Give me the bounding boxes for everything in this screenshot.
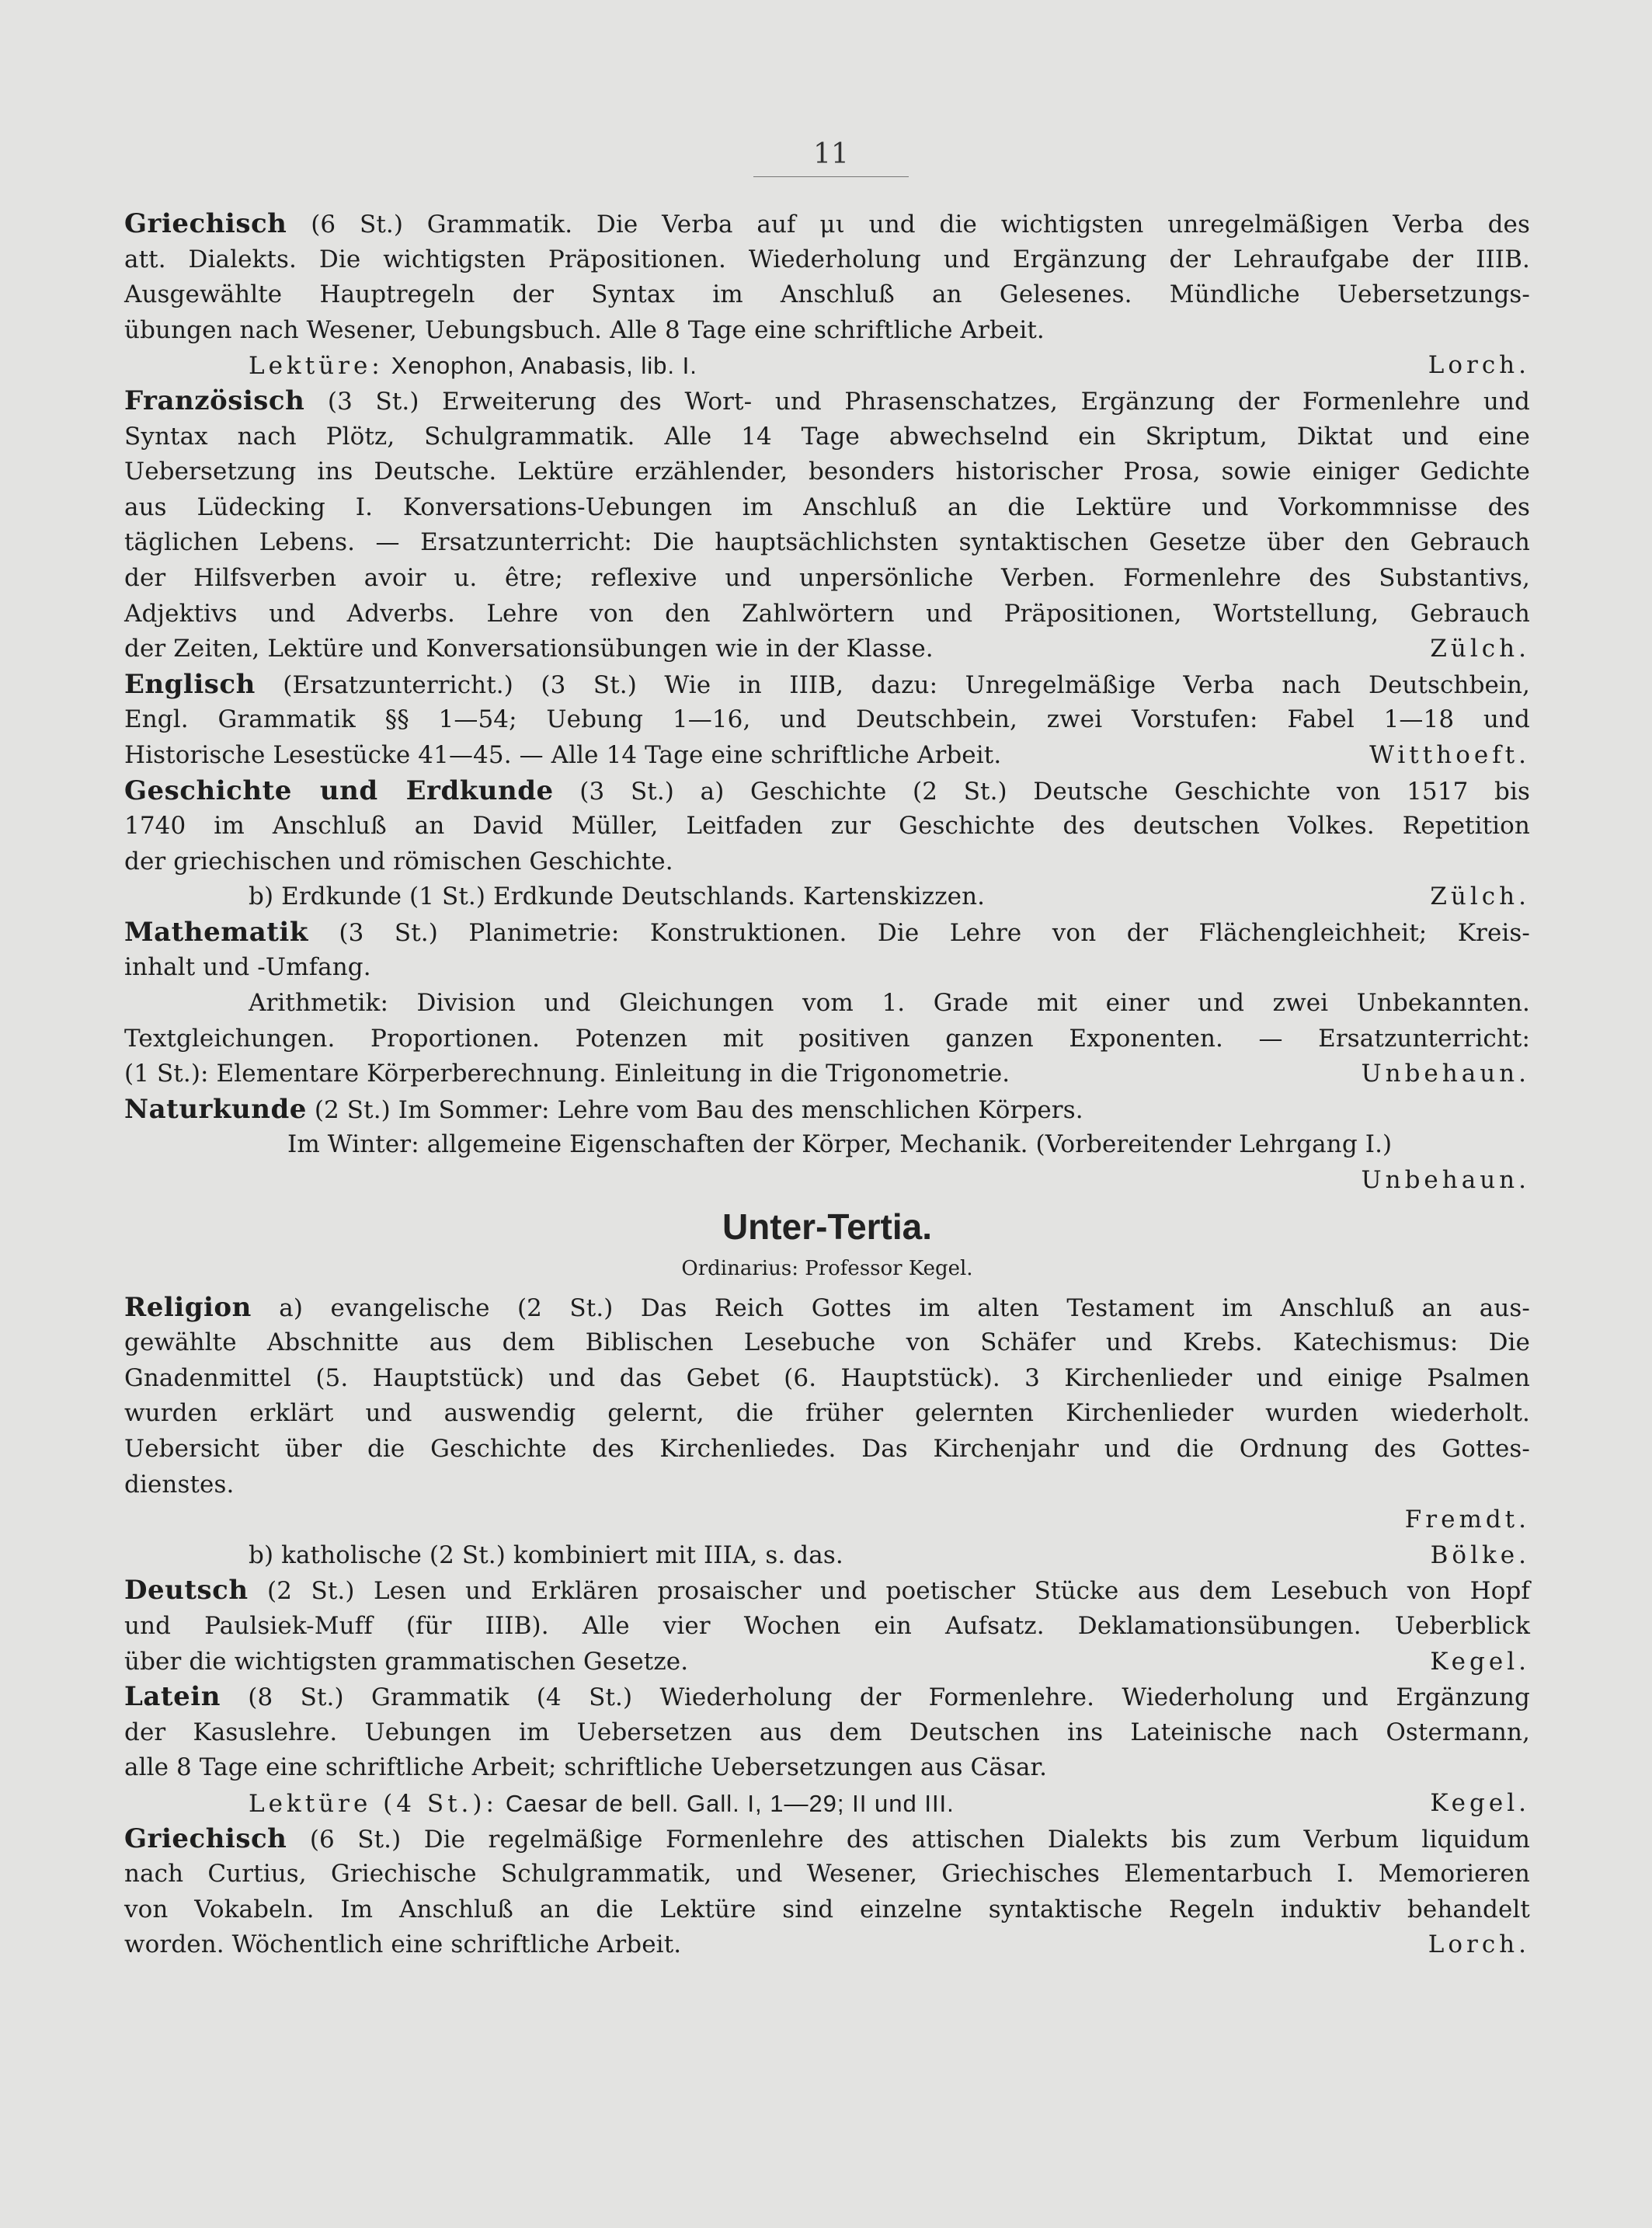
text-line: über die wichtigsten grammatischen Gesetze. Kegel.: [124, 1645, 1530, 1680]
teacher-name: Unbehaun.: [1361, 1060, 1530, 1088]
teacher-name: Fremdt.: [1404, 1506, 1530, 1534]
subject-title: Deutsch: [124, 1575, 249, 1607]
text-line: Englisch (Ersatzunterricht.) (3 St.) Wie in IIIB, dazu: Unregelmäßige Verba nach Deutschbein,: [124, 668, 1530, 700]
teacher-name: Witthoeft.: [1369, 740, 1530, 769]
entry-griechisch-1: [124, 207, 1530, 384]
text-line: b) katholische (2 St.) kombiniert mit IIIA, s. das. Bölke.: [124, 1538, 1530, 1574]
text-line: Arithmetik: Division und Gleichungen vom 1. Grade mit einer und zwei Unbekannten.: [249, 989, 1530, 1018]
text-line: Syntax nach Plötz, Schulgrammatik. Alle 14 Tage abwechselnd ein Skriptum, Diktat und eine: [124, 422, 1530, 451]
text-line: (1 St.): Elementare Körperberechnung. Einleitung in die Trigonometrie. Unbehaun.: [124, 1057, 1530, 1092]
teacher-name: Lorch.: [1428, 1930, 1530, 1959]
entry-mathematik: [124, 915, 1530, 1092]
entry-franzoesisch: [124, 384, 1530, 667]
entry-religion: [124, 1290, 1530, 1574]
text-line: der Zeiten, Lektüre und Konversationsübungen wie in der Klasse. Zülch.: [124, 632, 1530, 667]
text-line: wurden erklärt und auswendig gelernt, die früher gelernten Kirchenlieder wurden wiederholt.: [124, 1399, 1530, 1428]
subject-title: Griechisch: [124, 208, 287, 239]
text-line: att. Dialekts. Die wichtigsten Präpositionen. Wiederholung und Ergänzung der Lehraufgabe der IIIB.: [124, 245, 1530, 273]
teacher-name: Lorch.: [1428, 351, 1530, 380]
teacher-name: Zülch.: [1430, 882, 1530, 911]
teacher-name: Kegel.: [1430, 1647, 1530, 1676]
subject-title: Mathematik: [124, 916, 308, 948]
text-line: und Paulsiek-Muff (für IIIB). Alle vier Wochen ein Aufsatz. Deklamationsübungen. Ueberblick: [124, 1611, 1530, 1640]
text-line: Latein (8 St.) Grammatik (4 St.) Wiederholung der Formenlehre. Wiederholung und Ergänzung: [124, 1681, 1530, 1713]
text-line: Textgleichungen. Proportionen. Potenzen mit positiven ganzen Exponenten. — Ersatzunterricht:: [124, 1024, 1530, 1053]
text-line: gewählte Abschnitte aus dem Biblischen Lesebuche von Schäfer und Krebs. Katechismus: Die: [124, 1328, 1530, 1357]
subject-title: Griechisch: [124, 1822, 287, 1854]
section-heading: Unter-Tertia.: [722, 1206, 933, 1247]
subject-title: Englisch: [124, 668, 256, 700]
text-line: Historische Lesestücke 41—45. — Alle 14 Tage eine schriftliche Arbeit. Witthoeft.: [124, 738, 1530, 774]
subject-title: Religion: [124, 1291, 252, 1323]
ordinarius-line: Ordinarius: Professor Kegel.: [681, 1256, 973, 1280]
text-line: [124, 1163, 1530, 1199]
text-line: der Hilfsverben avoir u. être; reflexive und unpersönliche Verben. Formenlehre des Substantivs,: [124, 563, 1530, 592]
text-line: Mathematik (3 St.) Planimetrie: Konstruktionen. Die Lehre von der Flächengleichheit; Kreis-: [124, 916, 1530, 948]
text-line: Adjektivs und Adverbs. Lehre von den Zahlwörtern und Präpositionen, Wortstellung, Gebrauch: [124, 599, 1530, 628]
subject-title: Geschichte und Erdkunde: [124, 775, 554, 806]
text-line: der griechischen und römischen Geschichte.: [124, 847, 673, 876]
text-line: übungen nach Wesener, Uebungsbuch. Alle 8 Tage eine schriftliche Arbeit.: [124, 315, 1045, 344]
subject-title: Französisch: [124, 385, 305, 416]
text-line: [124, 1502, 1530, 1538]
text-line: Religion a) evangelische (2 St.) Das Reich Gottes im alten Testament im Anschluß an aus-: [124, 1291, 1530, 1323]
teacher-name: Zülch.: [1430, 635, 1530, 663]
text-line: inhalt und -Umfang.: [124, 953, 371, 982]
text-line: worden. Wöchentlich eine schriftliche Arbeit. Lorch.: [124, 1927, 1530, 1963]
header-rule: [753, 176, 909, 177]
text-line: b) Erdkunde (1 St.) Erdkunde Deutschlands. Kartenskizzen. Zülch.: [124, 879, 1530, 915]
subject-title: Naturkunde: [124, 1093, 307, 1125]
text-line: Ausgewählte Hauptregeln der Syntax im Anschluß an Gelesenes. Mündliche Uebersetzungs-: [124, 280, 1530, 309]
text-line: von Vokabeln. Im Anschluß an die Lektüre sind einzelne syntaktische Regeln induktiv behandelt: [124, 1895, 1530, 1923]
entry-deutsch: [124, 1573, 1530, 1680]
teacher-name: Kegel.: [1430, 1788, 1530, 1817]
entry-englisch: [124, 667, 1530, 774]
text-line: Uebersicht über die Geschichte des Kirchenliedes. Das Kirchenjahr und die Ordnung des Gottes-: [124, 1435, 1530, 1463]
entry-naturkunde: [124, 1092, 1530, 1199]
text-line: Im Winter: allgemeine Eigenschaften der Körper, Mechanik. (Vorbereitender Lehrgang I.): [287, 1130, 1393, 1159]
entry-griechisch-2: [124, 1822, 1530, 1963]
page-number: 11: [813, 138, 849, 170]
text-line: Gnadenmittel (5. Hauptstück) und das Gebet (6. Hauptstück). 3 Kirchenlieder und einige Psalmen: [124, 1363, 1530, 1392]
teacher-name: Bölke.: [1430, 1540, 1530, 1569]
text-line: täglichen Lebens. — Ersatzunterricht: Die hauptsächlichsten syntaktischen Gesetze über den Gebrauch: [124, 528, 1530, 557]
entry-latein: [124, 1680, 1530, 1821]
text-line: Engl. Grammatik §§ 1—54; Uebung 1—16, und Deutschbein, zwei Vorstufen: Fabel 1—18 und: [124, 705, 1530, 734]
text-line: Französisch (3 St.) Erweiterung des Wort- und Phrasenschatzes, Ergänzung der Formenlehre und: [124, 385, 1530, 416]
text-line: Lektüre (4 St.): Caesar de bell. Gall. I, 1—29; II und III. Kegel.: [124, 1786, 1530, 1822]
text-line: aus Lüdecking I. Konversations-Uebungen im Anschluß an die Lektüre und Vorkommnisse des: [124, 493, 1530, 521]
subject-title: Latein: [124, 1681, 221, 1713]
text-line: alle 8 Tage eine schriftliche Arbeit; schriftliche Uebersetzungen aus Cäsar.: [124, 1753, 1048, 1782]
text-line: Uebersetzung ins Deutsche. Lektüre erzählender, besonders historischer Prosa, sowie einiger Gedichte: [124, 458, 1530, 486]
text-line: Lektüre: Xenophon, Anabasis, lib. I. Lorch.: [124, 348, 1530, 384]
teacher-name: Unbehaun.: [1361, 1166, 1530, 1195]
text-line: nach Curtius, Griechische Schulgrammatik, und Wesener, Griechisches Elementarbuch I. Memorieren: [124, 1860, 1530, 1889]
text-line: Griechisch (6 St.) Grammatik. Die Verba auf μι und die wichtigsten unregelmäßigen Verba des: [124, 208, 1530, 239]
text-line: dienstes.: [124, 1470, 235, 1499]
text-line: Naturkunde (2 St.) Im Sommer: Lehre vom Bau des menschlichen Körpers.: [124, 1093, 1083, 1125]
text-line: der Kasuslehre. Uebungen im Uebersetzen aus dem Deutschen ins Lateinische nach Ostermann,: [124, 1718, 1530, 1746]
entry-geschichte: [124, 774, 1530, 915]
page-content: [124, 207, 1530, 1963]
text-line: Deutsch (2 St.) Lesen und Erklären prosaischer und poetischer Stücke aus dem Lesebuch von Hopf: [124, 1575, 1530, 1607]
text-line: Griechisch (6 St.) Die regelmäßige Formenlehre des attischen Dialekts bis zum Verbum liquidum: [124, 1822, 1530, 1854]
text-line: Geschichte und Erdkunde (3 St.) a) Geschichte (2 St.) Deutsche Geschichte von 1517 bis: [124, 775, 1530, 806]
text-line: 1740 im Anschluß an David Müller, Leitfaden zur Geschichte des deutschen Volkes. Repetition: [124, 812, 1530, 841]
